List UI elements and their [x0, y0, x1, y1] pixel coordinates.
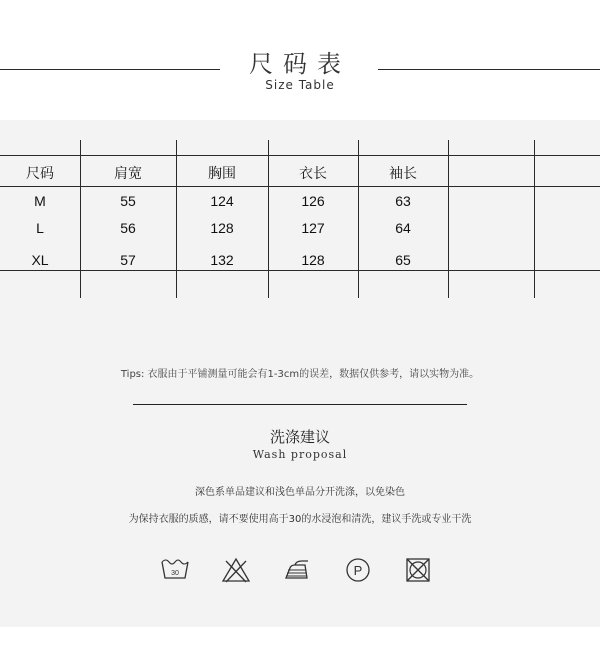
table-cell: XL: [31, 252, 49, 268]
table-bottom-border: [0, 270, 600, 271]
table-header-cell: 肩宽: [114, 165, 142, 181]
table-cell: 65: [395, 252, 411, 268]
wash-title: 洗涤建议: [269, 428, 330, 446]
table-header-cell: 胸围: [208, 165, 236, 181]
table-cell: 56: [120, 220, 136, 236]
table-cell: 132: [210, 252, 234, 268]
bottom-margin: [0, 627, 600, 652]
care-icons: [155, 556, 445, 586]
table-cell: L: [36, 220, 44, 236]
table-cell: 127: [301, 220, 325, 236]
page-title: 尺码表: [249, 50, 351, 78]
table-header-cell: 衣长: [299, 165, 327, 181]
table-cell: 128: [210, 220, 234, 236]
no-tumble-dry-icon: [403, 556, 433, 584]
table-header-cell: 袖长: [389, 165, 417, 181]
table-top-border: [0, 155, 600, 156]
wash-note-2: 为保持衣服的质感，请不要使用高于30的水浸泡和清洗，建议手洗或专业干洗: [128, 514, 472, 525]
svg-text:30: 30: [171, 570, 179, 577]
table-cell: 63: [395, 193, 411, 209]
page-subtitle: Size Table: [265, 78, 335, 92]
wash-subtitle: Wash proposal: [252, 448, 348, 461]
table-cell: 57: [120, 252, 136, 268]
table-header-cell: 尺码: [26, 165, 54, 181]
iron-icon: [282, 556, 312, 584]
section-divider: [133, 404, 467, 405]
table-col-line: [534, 140, 535, 298]
no-bleach-icon: [221, 556, 251, 584]
svg-text:P: P: [353, 563, 363, 578]
table-cell: M: [34, 193, 46, 209]
table-cell: 124: [210, 193, 234, 209]
table-cell: 128: [301, 252, 325, 268]
table-cell: 55: [120, 193, 136, 209]
dry-clean-p-icon: [343, 556, 373, 584]
wash-note-1: 深色系单品建议和浅色单品分开洗涤，以免染色: [195, 487, 405, 498]
table-col-line: [448, 140, 449, 298]
table-header-border: [0, 186, 600, 187]
table-cell: 64: [395, 220, 411, 236]
wash-30-icon: [160, 556, 190, 584]
tips-text: Tips: 衣服由于平铺测量可能会有1-3cm的误差，数据仅供参考，请以实物为准。: [120, 369, 480, 380]
table-cell: 126: [301, 193, 325, 209]
